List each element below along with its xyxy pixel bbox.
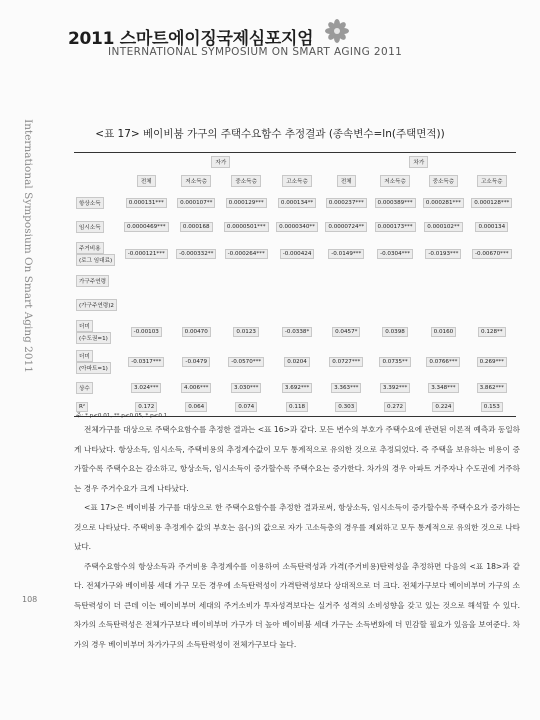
- paragraph: 전체가구를 대상으로 주택수요함수를 추정한 결과는 <표 16>과 같다. 모든 변수의 부호가 주택수요에 관련된 이론적 예측과 동일하게 나타났다. 항상소득, 임시소득, 주택비용의 추정계수값이 모두 통계적으로 유의한 것으로 추정되었다. 즉 주택을 보유하는 비용이 증가할수록 주택수요는 감소하고, 항상소득, 임시소득이 증가할수록 주택수요는 증가한다. 차가의 경우 아파트 거주자나 수도권에 거주하는 경우 주거수요가 크게 나타났다.: [74, 425, 520, 493]
- flower-logo-icon: [324, 18, 350, 44]
- table-cell: [419, 269, 467, 293]
- table-cell: -0.0193***: [419, 239, 467, 269]
- table-row: [74, 377, 516, 399]
- table-cell: -0.0338*: [272, 317, 321, 347]
- column-header: 전체: [322, 171, 371, 191]
- table-cell: 0.272: [371, 399, 419, 417]
- table-cell: 0.000134: [468, 215, 516, 239]
- table-cell: 0.000168: [173, 215, 220, 239]
- table-cell: 0.000237***: [322, 191, 371, 215]
- table-cell: 0.000173***: [371, 215, 419, 239]
- group-header-renter: 차가: [322, 153, 516, 171]
- table-cell: [322, 293, 371, 317]
- column-header: 고소득층: [272, 171, 321, 191]
- table-cell: 0.074: [220, 399, 273, 417]
- table-cell: [220, 293, 273, 317]
- table-cell: -0.0149***: [322, 239, 371, 269]
- table-cell: 0.303: [322, 399, 371, 417]
- table-cell: [272, 293, 321, 317]
- table-cell: -0.0317***: [120, 347, 173, 377]
- table-cell: 0.0735**: [371, 347, 419, 377]
- group-header-owner: 자가: [120, 153, 322, 171]
- row-label: 더미 (아파트=1): [74, 347, 120, 377]
- table-cell: -0.0570***: [220, 347, 273, 377]
- row-label: 항상소득: [74, 191, 120, 215]
- table-cell: [468, 269, 516, 293]
- table-row: [74, 347, 516, 377]
- table-cell: [173, 293, 220, 317]
- table-cell: [220, 269, 273, 293]
- sidebar-text: International Symposium On Smart Aging 2011: [22, 119, 34, 373]
- table-cell: 3.348***: [419, 377, 467, 399]
- column-header: 전체: [120, 171, 173, 191]
- table-row: [74, 215, 516, 239]
- table-cell: 0.000281***: [419, 191, 467, 215]
- table-note: 주: * p<0.01, ** p<0.05, * p<0.1: [76, 413, 168, 419]
- table-row: [74, 317, 516, 347]
- table-cell: 0.0398: [371, 317, 419, 347]
- table-cell: [322, 269, 371, 293]
- table-cell: [371, 269, 419, 293]
- table-cell: 0.0000724**: [322, 215, 371, 239]
- regression-table: [74, 152, 516, 417]
- table-cell: 0.000389***: [371, 191, 419, 215]
- table-row: [74, 293, 516, 317]
- table-cell: 0.0000340**: [272, 215, 321, 239]
- table-cell: 0.0160: [419, 317, 467, 347]
- table-cell: 3.024***: [120, 377, 173, 399]
- table-cell: 0.0766***: [419, 347, 467, 377]
- column-header: 중소득층: [220, 171, 273, 191]
- table-cell: [419, 293, 467, 317]
- table-cell: [120, 293, 173, 317]
- table-cell: 0.0000469***: [120, 215, 173, 239]
- row-label: 주거비용 (로그 임대료): [74, 239, 120, 269]
- table-row: [74, 191, 516, 215]
- row-label: 임시소득: [74, 215, 120, 239]
- table-cell: -0.00103: [120, 317, 173, 347]
- body-text: [74, 420, 520, 654]
- corner-cell: [74, 153, 120, 171]
- paragraph: 주택수요함수의 항상소득과 주거비용 추정계수를 이용하여 소득탄력성과 가격(주거비용)탄력성을 추정하면 다음의 <표 18>과 같다. 전체가구와 베이비붐 세대 가구 모든 경우에 소득탄력성이 가격탄력성보다 상대적으로 더 크다. 전체가구보다 베이비부머 가구의 소득탄력성이 더 큰데 이는 베이비부머 세대의 주거소비가 투자성격보다는 실거주 성격의 소비성향을 갖고 있는 것으로 해석할 수 있다. 차가의 소득탄력성은 전체가구보다 베이비부머 가구가 더 높아 베이비붐 세대 가구는 소득변화에 더 민감할 필요가 있음을 보여준다. 차가의 경우 베이비부머 차가가구의 소득탄력성이 전체가구보다 높다.: [74, 561, 520, 649]
- table-cell: [468, 293, 516, 317]
- table-cell: -0.000424: [272, 239, 321, 269]
- table-row: [74, 239, 516, 269]
- table-cell: -0.000264***: [220, 239, 273, 269]
- header-subtitle: INTERNATIONAL SYMPOSIUM ON SMART AGING 2011: [108, 46, 403, 58]
- table-cell: 0.000129***: [220, 191, 273, 215]
- table-body: [74, 191, 516, 417]
- table-cell: -0.000332**: [173, 239, 220, 269]
- table-cell: -0.00670***: [468, 239, 516, 269]
- table-cell: 3.030***: [220, 377, 273, 399]
- table-cell: -0.0479: [173, 347, 220, 377]
- table-cell: [272, 269, 321, 293]
- table-cell: 0.128**: [468, 317, 516, 347]
- table-cell: [371, 293, 419, 317]
- row-label: 더미 (수도권=1): [74, 317, 120, 347]
- column-header: 고소득층: [468, 171, 516, 191]
- table-cell: 0.000134**: [272, 191, 321, 215]
- table-cell: 0.000128***: [468, 191, 516, 215]
- table-cell: [173, 269, 220, 293]
- table-cell: 4.006***: [173, 377, 220, 399]
- table-cell: 0.0123: [220, 317, 273, 347]
- symposium-header: [0, 0, 540, 76]
- table-cell: 3.363***: [322, 377, 371, 399]
- table-cell: 0.000102**: [419, 215, 467, 239]
- table-cell: -0.0304***: [371, 239, 419, 269]
- row-label: R²: [74, 399, 120, 417]
- table-cell: 0.0727***: [322, 347, 371, 377]
- table-cell: 0.153: [468, 399, 516, 417]
- table-title: <표 17> 베이비붐 가구의 주택수요함수 추정결과 (종속변수=ln(주택면적)): [95, 128, 445, 140]
- column-header: 저소득층: [371, 171, 419, 191]
- column-header-row: [74, 171, 516, 191]
- row-label: (가구주연령)2: [74, 293, 120, 317]
- table-cell: 0.269***: [468, 347, 516, 377]
- table-cell: 0.064: [173, 399, 220, 417]
- table-cell: 0.0204: [272, 347, 321, 377]
- table-cell: 0.00470: [173, 317, 220, 347]
- table-cell: 0.172: [120, 399, 173, 417]
- table-cell: 0.000107**: [173, 191, 220, 215]
- table-cell: 0.000131***: [120, 191, 173, 215]
- row-label: 상수: [74, 377, 120, 399]
- paragraph: <표 17>은 베이비붐 가구를 대상으로 한 주택수요함수를 추정한 결과로써, 항상소득, 임시소득이 증가할수록 주택수요가 증가하는 것으로 나타났다. 주택비용 추정계수 값의 부호는 음(-)의 값으로 자가 고소득층의 경우를 제외하고 모두 통계적으로 유의한 것으로 나타났다.: [74, 503, 520, 551]
- table-cell: -0.000121***: [120, 239, 173, 269]
- table-cell: 0.224: [419, 399, 467, 417]
- table-cell: 0.118: [272, 399, 321, 417]
- column-header: 중소득층: [419, 171, 467, 191]
- column-header: 저소득층: [173, 171, 220, 191]
- table-cell: 3.862***: [468, 377, 516, 399]
- row-label: 가구주연령: [74, 269, 120, 293]
- header-title: 2011 스마트에이징국제심포지엄: [68, 29, 314, 49]
- table-cell: 3.692***: [272, 377, 321, 399]
- sidebar: [18, 100, 38, 400]
- page-number: 108: [22, 595, 38, 604]
- table-cell: 0.0457*: [322, 317, 371, 347]
- table-cell: 3.392***: [371, 377, 419, 399]
- table-row: [74, 269, 516, 293]
- table-cell: [120, 269, 173, 293]
- table-cell: 0.0000501***: [220, 215, 273, 239]
